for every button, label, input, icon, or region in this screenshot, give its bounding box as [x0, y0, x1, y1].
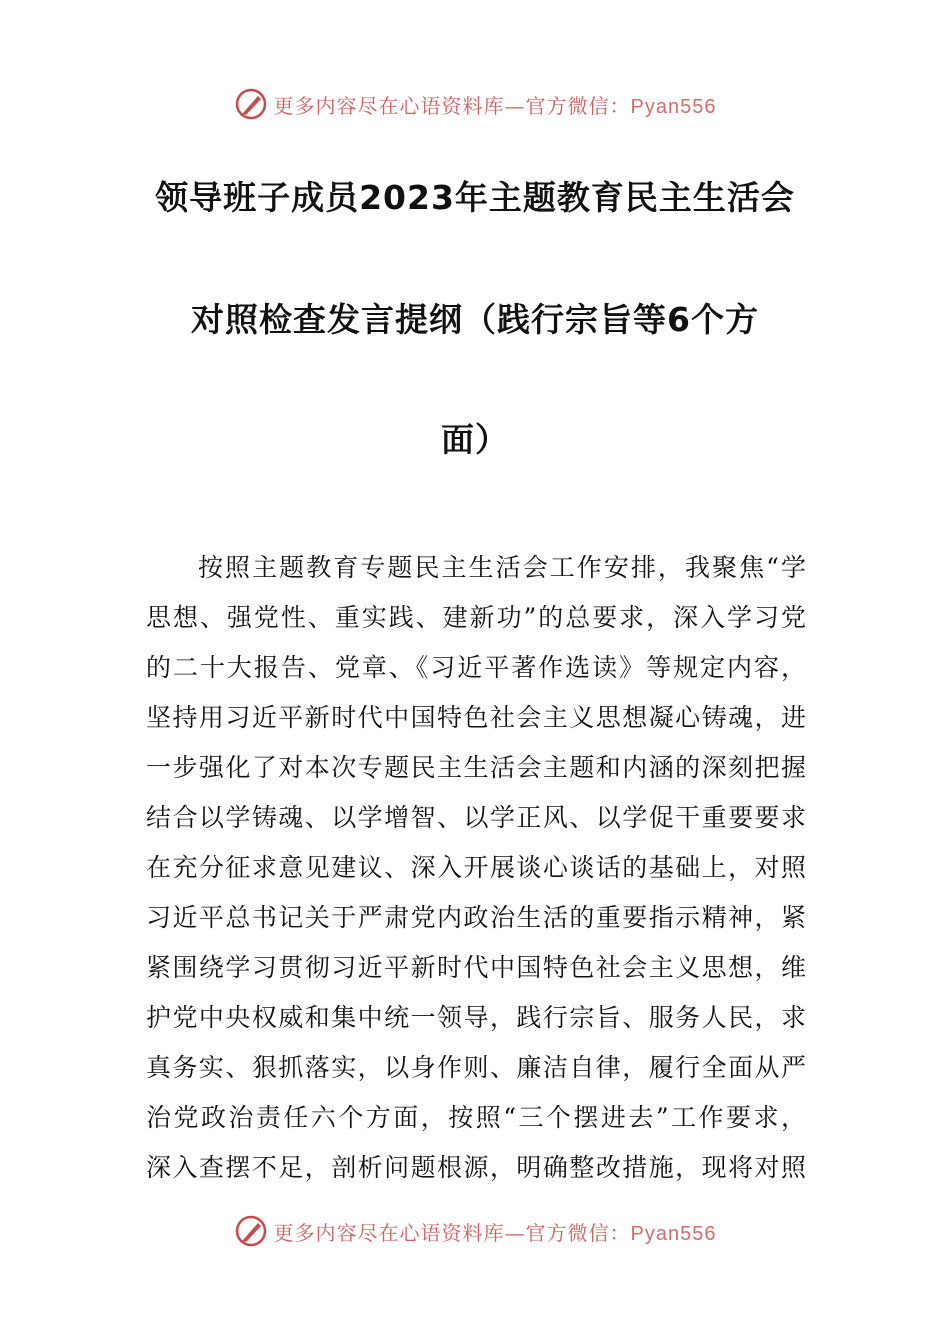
pen-logo-icon: [234, 1214, 268, 1248]
body-line: 治党政治责任六个方面，按照“三个摆进去”工作要求，: [146, 1103, 806, 1132]
body-line: 坚持用习近平新时代中国特色社会主义思想凝心铸魂，进: [146, 703, 806, 732]
body-line: 在充分征求意见建议、深入开展谈心谈话的基础上，对照: [146, 853, 806, 882]
pen-logo-icon: [234, 87, 268, 121]
watermark-wechat-id: Pyan556: [630, 95, 717, 118]
watermark-text: [274, 90, 717, 119]
body-line: 按照主题教育专题民主生活会工作安排，我聚焦“学: [198, 553, 806, 582]
body-line: 一步强化了对本次专题民主生活会主题和内涵的深刻把握: [146, 753, 806, 782]
body-line: 真务实、狠抓落实，以身作则、廉洁自律，履行全面从严: [146, 1053, 806, 1082]
body-line: 结合以学铸魂、以学增智、以学正风、以学促干重要要求: [146, 803, 806, 832]
document-title-line-3: 面）: [441, 420, 509, 459]
body-line: 紧围绕学习贯彻习近平新时代中国特色社会主义思想，维: [146, 953, 806, 982]
body-line: 思想、强党性、重实践、建新功”的总要求，深入学习党: [146, 603, 806, 632]
body-line: 习近平总书记关于严肃党内政治生活的重要指示精神，紧: [146, 903, 806, 932]
header-watermark: [0, 84, 950, 124]
footer-watermark: [0, 1211, 950, 1251]
body-line: 深入查摆不足，剖析问题根源，明确整改措施，现将对照: [146, 1153, 806, 1182]
document-title-line-1: 领导班子成员2023年主题教育民主生活会: [155, 178, 795, 217]
watermark-label: 更多内容尽在心语资料库—官方微信：: [273, 1220, 631, 1245]
body-line: 的二十大报告、党章、《习近平著作选读》等规定内容，: [146, 653, 806, 682]
watermark-label: 更多内容尽在心语资料库—官方微信：: [273, 93, 631, 118]
watermark-text: [274, 1217, 717, 1246]
document-title-line-2: 对照检查发言提纲（践行宗旨等6个方: [191, 300, 759, 339]
watermark-wechat-id: Pyan556: [630, 1222, 717, 1245]
body-line: 护党中央权威和集中统一领导，践行宗旨、服务人民，求: [146, 1003, 806, 1032]
